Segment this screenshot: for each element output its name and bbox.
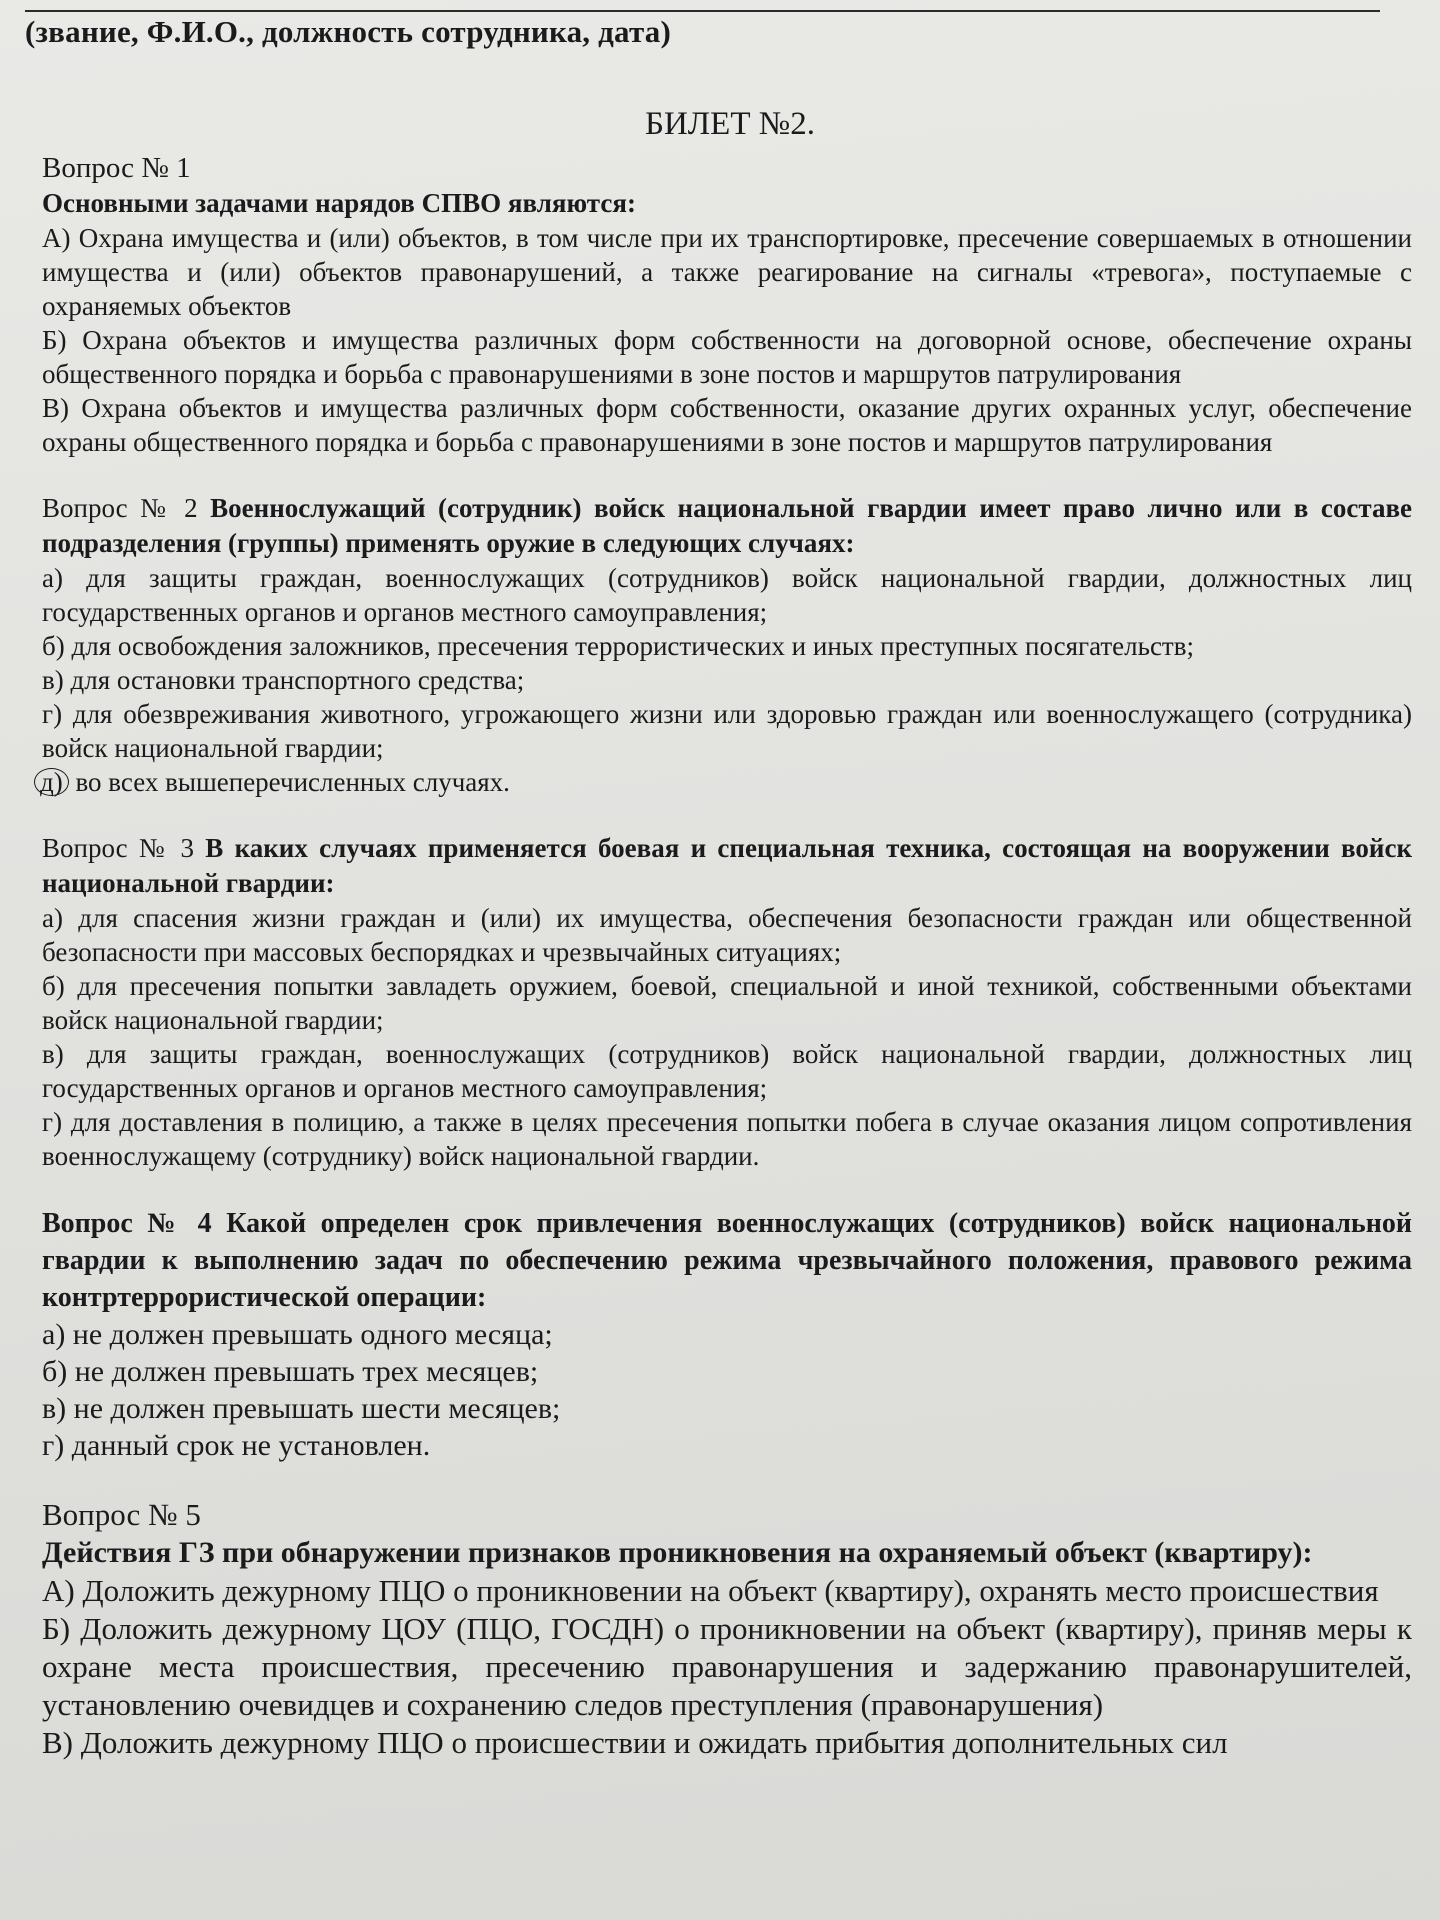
answer-option: б) для пресечения попытки завладеть оружием, боевой, специальной и иной техникой, собственными объектами войск национальной гвардии; <box>42 971 1412 1035</box>
answer-option: б) для освобождения заложников, пресечения террористических и иных преступных посягательств; <box>42 631 1194 661</box>
answer-option: В) Охрана объектов и имущества различных форм собственности, оказание других охранных услуг, обеспечение охраны общественного порядка и борьба с правонарушениями в зоне постов и маршрутов патрулирования <box>42 393 1412 457</box>
question-heading <box>42 491 1412 561</box>
question-label: Вопрос № 2 <box>42 493 198 523</box>
question-1 <box>42 150 1412 459</box>
answer-option: А) Доложить дежурному ПЦО о проникновении на объект (квартиру), охранять место происшествия <box>42 1573 1379 1608</box>
answer-option: в) для остановки транспортного средства; <box>42 665 525 695</box>
answer-option: В) Доложить дежурному ПЦО о происшествии и ожидать прибытия дополнительных сил <box>42 1725 1228 1760</box>
answer-text: во всех вышеперечисленных случаях. <box>75 767 510 797</box>
answer-option: в) не должен превышать шести месяцев; <box>42 1392 561 1425</box>
question-text: В каких случаях применяется боевая и специальная техника, состоящая на вооружении войск национальной гвардии: <box>42 833 1413 898</box>
question-text: Основными задачами нарядов СПВО являются: <box>42 188 636 218</box>
answer-option: г) для доставления в полицию, а также в целях пресечения попытки побега в случае оказания лицом сопротивления военнослужащему (сотруднику) войск национальной гвардии. <box>42 1107 1412 1171</box>
answer-option: а) для защиты граждан, военнослужащих (сотрудников) войск национальной гвардии, должностных лиц государственных органов и органов местного самоуправления; <box>42 563 1412 627</box>
answer-option: а) для спасения жизни граждан и (или) их имущества, обеспечения безопасности граждан или общественной безопасности при массовых беспорядках и чрезвычайных ситуациях; <box>42 903 1412 967</box>
question-label: Вопрос № 4 <box>42 1208 212 1239</box>
question-2 <box>42 491 1412 799</box>
top-rule <box>25 10 1380 12</box>
question-label: Вопрос № 3 <box>42 833 194 863</box>
answer-option: Б) Охрана объектов и имущества различных форм собственности на договорной основе, обеспечение охраны общественного порядка и борьба с правонарушениями в зоне постов и маршрутов патрулирования <box>42 325 1412 389</box>
question-heading <box>42 1205 1412 1316</box>
ticket-title: БИЛЕТ №2. <box>645 106 815 142</box>
answer-option: б) не должен превышать трех месяцев; <box>42 1355 539 1388</box>
question-text: Действия ГЗ при обнаружении признаков проникновения на охраняемый объект (квартиру): <box>42 1536 1313 1569</box>
answer-option: г) данный срок не установлен. <box>42 1429 431 1462</box>
question-label: Вопрос № 1 <box>42 152 191 184</box>
question-4 <box>42 1205 1412 1464</box>
question-5 <box>42 1496 1412 1762</box>
question-heading <box>42 831 1412 901</box>
answer-option-circled <box>42 765 1412 799</box>
answer-option: А) Охрана имущества и (или) объектов, в том числе при их транспортировке, пресечение совершаемых в отношении имущества и (или) объектов правонарушений, а также реагирование на сигналы «тревога», поступаемые с охраняемых объектов <box>42 223 1412 321</box>
circled-answer-marker: д) <box>34 768 69 796</box>
question-label: Вопрос № 5 <box>42 1497 201 1532</box>
answer-option: а) не должен превышать одного месяца; <box>42 1318 553 1351</box>
question-text: Военнослужащий (сотрудник) войск национальной гвардии имеет право лично или в составе подразделения (группы) применять оружие в следующих случаях: <box>42 493 1413 558</box>
header-caption: (звание, Ф.И.О., должность сотрудника, дата) <box>25 14 671 49</box>
question-3 <box>42 831 1412 1173</box>
question-text: Какой определен срок привлечения военнослужащих (сотрудников) войск национальной гвардии к выполнению задач по обеспечению режима чрезвычайного положения, правового режима контртеррористической операции: <box>42 1208 1413 1313</box>
question-list <box>42 150 1412 1794</box>
answer-option: в) для защиты граждан, военнослужащих (сотрудников) войск национальной гвардии, должностных лиц государственных органов и органов местного самоуправления; <box>42 1039 1412 1103</box>
answer-option: г) для обезвреживания животного, угрожающего жизни или здоровью граждан или военнослужащего (сотрудника) войск национальной гвардии; <box>42 699 1412 763</box>
answer-option: Б) Доложить дежурному ЦОУ (ПЦО, ГОСДН) о проникновении на объект (квартиру), приняв меры к охране места происшествия, пресечению правонарушения и задержанию правонарушителей, установлению очевидцев и сохранению следов преступления (правонарушения) <box>42 1611 1412 1722</box>
